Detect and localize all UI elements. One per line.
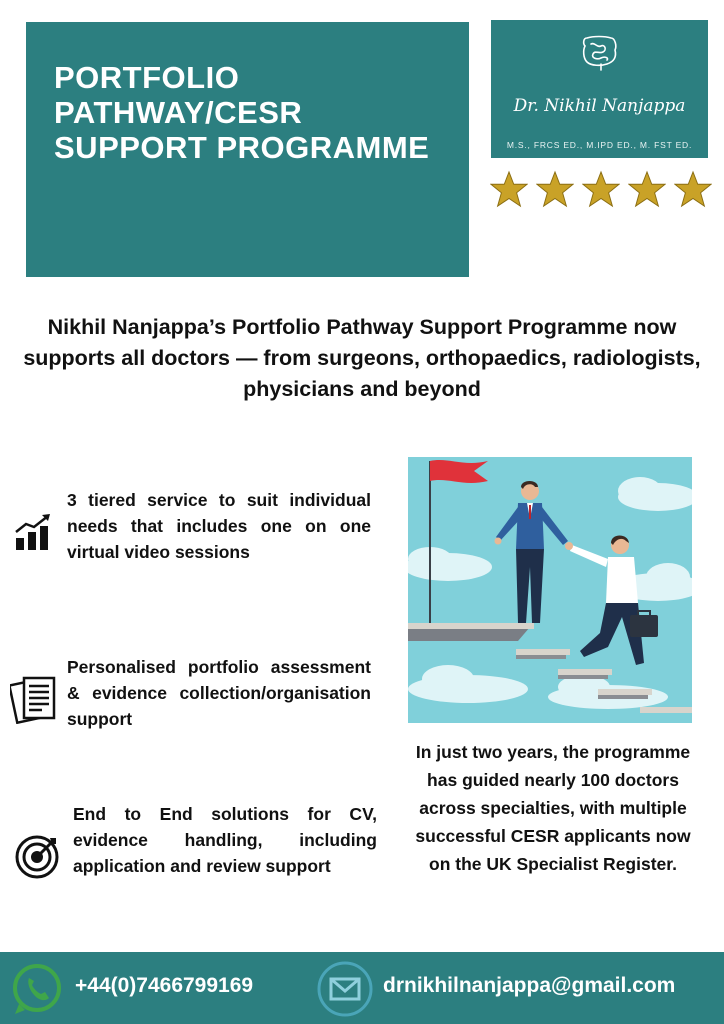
feature-end-to-end: End to End solutions for CV, evidence handling, including application and review support — [73, 804, 377, 876]
phone-number[interactable]: +44(0)7466799169 — [75, 974, 254, 997]
documents-icon — [10, 674, 60, 724]
star-icon — [582, 170, 620, 208]
email-icon[interactable] — [316, 960, 374, 1018]
star-icon — [674, 170, 712, 208]
target-icon — [14, 834, 60, 880]
feature-portfolio-assessment: Personalised portfolio assessment & evidence collection/organisation support — [67, 657, 371, 729]
feature-service-tiers: 3 tiered service to suit individual needs that includes one on one virtual video sessions — [67, 490, 371, 562]
bar-chart-growth-icon — [14, 512, 54, 552]
star-rating — [490, 170, 712, 210]
logo-name: Dr. Nikhil Nanjappa — [513, 96, 686, 116]
email-address[interactable]: drnikhilnanjappa@gmail.com — [383, 974, 676, 997]
whatsapp-icon[interactable] — [9, 960, 66, 1017]
mentor-handshake-stairs-illustration — [408, 457, 692, 723]
intro-text: Nikhil Nanjappa’s Portfolio Pathway Support Programme now supports all doctors — from surgeons, orthopaedics, radiologists, physicians and beyond — [23, 315, 701, 401]
logo-credentials: M.S., FRCS ED., M.IPD ED., M. FST ED. — [506, 140, 693, 150]
title-banner — [26, 22, 469, 277]
stats-text: In just two years, the programme has guided nearly 100 doctors across specialties, with multiple successful CESR applicants now on the UK Specialist Register. — [415, 742, 691, 874]
page-title: PORTFOLIO PATHWAY/CESR SUPPORT PROGRAMME — [54, 60, 430, 165]
doctor-logo — [491, 20, 708, 158]
star-icon — [628, 170, 666, 208]
contact-footer — [0, 952, 724, 1024]
star-icon — [490, 170, 528, 208]
intestine-icon — [579, 32, 621, 72]
star-icon — [536, 170, 574, 208]
